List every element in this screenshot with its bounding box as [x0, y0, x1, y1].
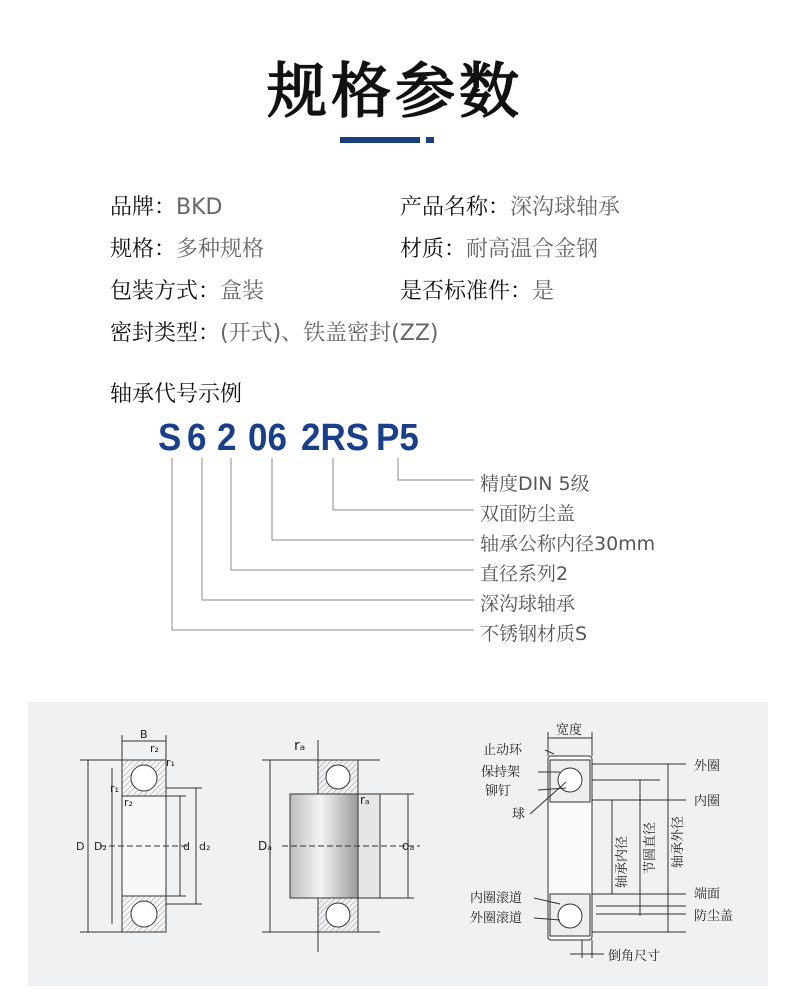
- label-stop-ring: 止动环: [483, 743, 523, 758]
- spec-brand-label: 品牌：: [110, 195, 177, 220]
- example-title: 轴承代号示例: [110, 382, 243, 407]
- code-label-precision: 精度DIN 5级: [480, 473, 590, 495]
- dim-d2-inner: d₂: [199, 840, 211, 853]
- drawing-mounting: [262, 740, 420, 952]
- label-ball: 球: [512, 807, 526, 822]
- label-inner-race: 内圈滚道: [470, 891, 523, 906]
- spec-size-value: 多种规格: [176, 237, 265, 262]
- code-part-6: 6: [187, 417, 207, 459]
- spec-material-value: 耐高温合金钢: [466, 237, 599, 262]
- spec-seal-label: 密封类型：: [110, 321, 221, 346]
- spec-product-name-label: 产品名称：: [400, 195, 511, 220]
- dim-ra-top: rₐ: [294, 738, 306, 754]
- dim-ra: rₐ: [360, 793, 370, 807]
- spec-brand-value: BKD: [176, 195, 223, 220]
- dim-d-inner: d: [183, 840, 190, 853]
- spec-size-label: 规格：: [110, 237, 177, 262]
- code-part-06: 06: [248, 417, 287, 459]
- page-title: 规格参数: [267, 57, 523, 127]
- dim-r2: r₂: [124, 796, 133, 809]
- spec-seal-value: (开式)、铁盖密封(ZZ): [220, 321, 439, 346]
- dim-r1-top: r₁: [166, 756, 175, 769]
- code-label-shield: 双面防尘盖: [480, 503, 576, 525]
- spec-standard-label: 是否标准件：: [400, 279, 533, 304]
- spec-material-label: 材质：: [400, 237, 467, 262]
- label-cage: 保持架: [481, 765, 521, 780]
- label-pitch: 节圆直径: [643, 821, 658, 874]
- code-part-2: 2: [217, 417, 237, 459]
- spec-standard-value: 是: [532, 279, 555, 304]
- dim-d2-outer: D₂: [94, 840, 107, 853]
- label-rivet: 铆钉: [485, 784, 512, 799]
- spec-product-name-value: 深沟球轴承: [510, 195, 621, 220]
- label-bore: 轴承内径: [615, 835, 630, 888]
- code-part-s: S: [158, 417, 182, 459]
- dim-r2-top: r₂: [150, 742, 159, 755]
- spec-packaging-label: 包装方式：: [110, 279, 221, 304]
- label-outer-race: 外圈滚道: [470, 911, 523, 926]
- dim-da-outer: Dₐ: [258, 839, 272, 853]
- code-label-material: 不锈钢材质S: [480, 623, 588, 645]
- spec-packaging-value: 盒装: [220, 279, 265, 304]
- code-part-2rs: 2RS: [301, 417, 370, 459]
- code-label-diameter-series: 直径系列2: [480, 563, 569, 585]
- label-outer-ring: 外圈: [694, 759, 721, 774]
- label-end-face: 端面: [694, 887, 721, 902]
- label-inner-ring: 内圈: [694, 794, 721, 809]
- label-width: 宽度: [556, 723, 583, 738]
- label-shield: 防尘盖: [694, 909, 734, 924]
- drawing-dimensions: [80, 735, 202, 932]
- dim-b: B: [140, 728, 148, 741]
- code-label-bore: 轴承公称内径30mm: [480, 533, 656, 555]
- label-od: 轴承外径: [671, 815, 686, 868]
- dim-r1: r₁: [110, 782, 119, 795]
- drawing-anatomy: [530, 732, 686, 958]
- dim-da-inner: dₐ: [402, 839, 415, 853]
- code-part-p5: P5: [376, 417, 419, 459]
- label-chamfer: 倒角尺寸: [608, 949, 661, 964]
- dim-d-outer: D: [76, 840, 85, 853]
- code-label-type: 深沟球轴承: [480, 593, 576, 615]
